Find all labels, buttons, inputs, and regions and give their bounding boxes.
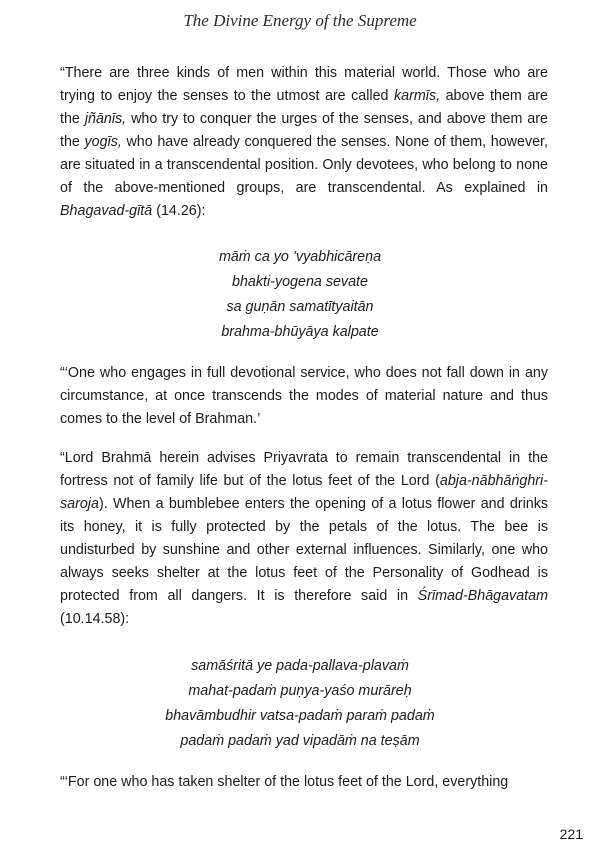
term-yogis: yogīs, [84, 134, 122, 150]
text-run: (10.14.58): [60, 611, 130, 627]
text-run: who have already conquered the senses. None of them, however, are situated in a transcendental position. Only devotees, who belong to none of the above-mentioned groups, are transcendental. As explained in [60, 134, 548, 196]
paragraph-lord-brahma [60, 447, 548, 631]
text-run: who try to conquer the urges of the senses, and above them are the [60, 111, 548, 150]
text-run: (14.26): [152, 203, 206, 219]
verse-line: padaṁ padaṁ yad vipadāṁ na teṣām [180, 733, 420, 749]
paragraph-translation-two: “‘For one who has taken shelter of the lotus feet of the Lord, everything [60, 774, 509, 790]
text-run: “There are three kinds of men within this material world. Those who are trying to enjoy the senses to the utmost are called [60, 65, 548, 104]
text-run: ). When a bumblebee enters the opening of a lotus flower and drinks its honey, it is fully protected by the petals of the lotus. The bee is undisturbed by sunshine and other external influences. Similarly, one who always seeks shelter at the lotus feet of the Personality of Godhead is protected from all dangers. It is therefore said in [60, 496, 548, 604]
title-bhagavad-gita: Bhagavad-gītā [60, 203, 153, 219]
term-abja-nabhanghri-saroja: abja-nābhāṅghri-saroja [60, 473, 548, 512]
verse-line: brahma-bhūyāya kalpate [221, 324, 379, 340]
verse-line: mahat-padaṁ puṇya-yaśo murāreḥ [188, 683, 412, 699]
page-number: 221 [559, 826, 583, 842]
paragraph-translation-one: “‘One who engages in full devotional service, who does not fall down in any circumstance, at once transcends the modes of material nature and thus comes to the level of Brahman.’ [60, 365, 548, 427]
text-run: “Lord Brahmā herein advises Priyavrata to remain transcendental in the fortress not of family life but of the lotus feet of the Lord ( [60, 450, 548, 489]
verse-line: bhakti-yogena sevate [232, 274, 368, 290]
text-run: above them are the [60, 88, 548, 127]
verse-line: samāśritā ye pada-pallava-plavaṁ [191, 658, 409, 674]
verse-line: māṁ ca yo ’vyabhicāreṇa [218, 249, 382, 265]
verse-line: sa guṇān samatītyaitān [226, 299, 374, 315]
verse-line: bhavāmbudhir vatsa-padaṁ paraṁ padaṁ [165, 708, 435, 724]
title-srimad-bhagavatam: Śrīmad-Bhāgavatam [417, 588, 548, 604]
verse-bhagavad-gita [0, 245, 600, 345]
term-jnanis: jñānīs, [84, 111, 127, 127]
paragraph-three-kinds-of-men [60, 62, 548, 223]
verse-srimad-bhagavatam [0, 654, 600, 754]
running-header: The Divine Energy of the Supreme [183, 11, 417, 30]
term-karmis: karmīs, [394, 88, 441, 104]
